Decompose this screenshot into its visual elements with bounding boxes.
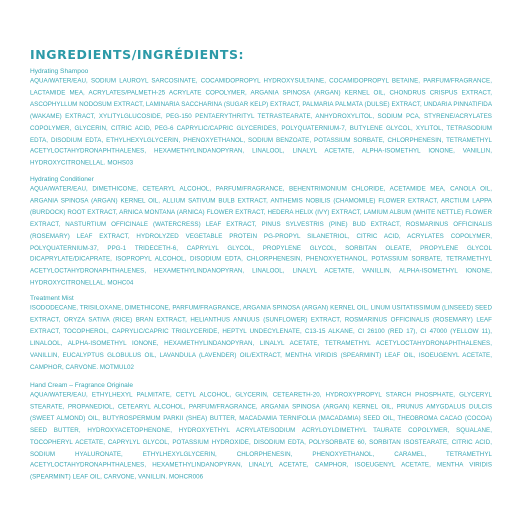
section-hydrating-shampoo [30, 67, 492, 168]
section-hand-cream [30, 381, 492, 481]
section-hydrating-conditioner [30, 175, 492, 288]
section-title: Treatment Mist [30, 295, 74, 303]
section-title: Hydrating Shampoo [30, 68, 89, 75]
ingredient-list: AQUA/WATER/EAU, DIMETHICONE, CETEARYL ALCOHOL, PARFUM/FRAGRANCE, BEHENTRIMONIUM CHLORIDE, ACETAMIDE MEA, CANOLA OIL, ARGANIA SPINOSA (ARGAN) KERNEL OIL, ALLIUM SATIVUM BULB EXTRACT, ANTHEMIS NOBILIS (CHAMOMILE) FLOWER EXTRACT, ARCTIUM LAPPA (BURDOCK) ROOT EXTRACT, ARNICA MONTANA (ARNICA) FLOWER EXTRACT, HEDERA HELIX (IVY) EXTRACT, LAMIUM ALBUM (WHITE NETTLE) FLOWER EXTRACT, NASTURTIUM OFFICINALE (WATERCRESS) LEAF EXTRACT, PINUS SYLVESTRIS (PINE) BUD EXTRACT, ROSMARINUS OFFICINALIS (ROSEMARY) LEAF EXTRACT, HYDROLYZED VEGETABLE PROTEIN PG-PROPYL SILANETRIOL, CITRIC ACID, ACRYLATES COPOLYMER, POLYQUATERNIUM-37, PPG-1 TRIDECETH-6, CAPRYLYL GLYCOL, PROPYLENE GLYCOL, SORBITAN OLEATE, PROPYLENE GLYCOL DICAPRYLATE/DICAPRATE, ISOPROPYL ALCOHOL, DISODIUM EDTA, CHLORPHENESIN, PHENOXYETHANOL, POTASSIUM SORBATE, TETRAMETHYL ACETYLOCTAHYDRONAPHTHALENES, HEXAMETHYLINDANOPYRAN, LINALOOL, LINALYL ACETATE, VANILLIN, ALPHA-ISOMETHYL IONONE, HYDROXYCITRONELLAL. MOHC04 [30, 185, 492, 288]
ingredient-list: AQUA/WATER/EAU, SODIUM LAUROYL SARCOSINATE, COCAMIDOPROPYL HYDROXYSULTAINE, COCAMIDOPROPYL BETAINE, PARFUM/FRAGRANCE, LACTAMIDE MEA, ACRYLATES/PALMETH-25 ACRYLATE COPOLYMER, ARGANIA SPINOSA (ARGAN) KERNEL OIL, CHONDRUS CRISPUS EXTRACT, ASCOPHYLLUM NODOSUM EXTRACT, LAMINARIA SACCHARINA (SUGAR KELP) EXTRACT, PALMARIA PALMATA (DULSE) EXTRACT, UNDARIA PINNATIFIDA (WAKAME) EXTRACT, XYLITYLGLUCOSIDE, PEG-150 PENTAERYTHRITYL TETRASTEARATE, ANHYDROXYLITOL, SODIUM PCA, STYRENE/ACRYLATES COPOLYMER, GLYCERIN, CITRIC ACID, PEG-6 CAPRYLIC/CAPRIC GLYCERIDES, POLYQUATERNIUM-7, BUTYLENE GLYCOL, XYLITOL, TETRASODIUM EDTA, DISODIUM EDTA, ETHYLHEXYLGLYCERIN, PHENOXYETHANOL, SODIUM BENZOATE, POTASSIUM SORBATE, CHLORPHENESIN, TETRAMETHYL ACETYLOCTAHYDRONAPHTHALENES, HEXAMETHYLINDANOPYRAN, LINALOOL, LINALYL ACETATE, ALPHA-ISOMETHYL IONONE, VANILLIN, HYDROXYCITRONELLAL. MOHS03 [30, 77, 492, 168]
section-title: Hand Cream – Fragrance Originale [30, 381, 133, 389]
ingredient-list: AQUA/WATER/EAU, ETHYLHEXYL PALMITATE, CETYL ALCOHOL, GLYCERIN, CETEARETH-20, HYDROXYPROPYL STARCH PHOSPHATE, GLYCERYL STEARATE, PROPANEDIOL, CETEARYL ALCOHOL, PARFUM/FRAGRANCE, ARGANIA SPINOSA (ARGAN) KERNEL OIL, PRUNUS AMYGDALUS DULCIS (SWEET ALMOND) OIL, BUTYROSPERMUM PARKII (SHEA) BUTTER, MACADAMIA TERNIFOLIA (MACADAMIA) SEED OIL, THEOBROMA CACAO (COCOA) SEED BUTTER, HYDROXYACETOPHENONE, HYDROXYETHYL ACRYLATE/SODIUM ACRYLOYLDIMETHYL TAURATE COPOLYMER, SQUALANE, TOCOPHERYL ACETATE, CAPRYLYL GLYCOL, POTASSIUM HYDROXIDE, DISODIUM EDTA, POLYSORBATE 60, SORBITAN ISOSTEARATE, CITRIC ACID, SODIUM HYALURONATE, ETHYLHEXYLGLYCERIN, CHLORPHENESIN, PHENOXYETHANOL, CARAMEL, TETRAMETHYL ACETYLOCTAHYDRONAPHTHALENES, HEXAMETHYLINDANOPYRAN, LINALYL ACETATE, CAMPHOR, ISOEUGENYL ACETATE, MENTHA VIRIDIS (SPEARMINT) LEAF OIL, CARVONE, VANILLIN. MOHCR006 [30, 390, 492, 481]
section-title: Hydrating Conditioner [30, 176, 94, 184]
ingredient-list: ISODODECANE, TRISILOXANE, DIMETHICONE, PARFUM/FRAGRANCE, ARGANIA SPINOSA (ARGAN) KERNEL OIL, LINUM USITATISSIMUM (LINSEED) SEED EXTRACT, ORYZA SATIVA (RICE) BRAN EXTRACT, HELIANTHUS ANNUUS (SUNFLOWER) EXTRACT, ROSMARINUS OFFICINALIS (ROSEMARY) LEAF EXTRACT, TOCOPHEROL, CAPRYLIC/CAPRIC TRIGLYCERIDE, HEPTYL UNDECYLENATE, C13-15 ALKANE, CI 26100 (RED 17), CI 47000 (YELLOW 11), LINALOOL, ALPHA-ISOMETHYL IONONE, HEXAMETHYLINDANOPYRAN, LINALYL ACETATE, TETRAMETHYL ACETYLOCTAHYDRONAPHTHALENES, VANILLIN, EUCALYPTUS GLOBULUS OIL, LAVANDULA (LAVENDER) OIL/EXTRACT, MENTHA VIRIDIS (SPEARMINT) LEAF OIL, ISOEUGENYL ACETATE, CAMPHOR, CARVONE. MOTMUL02 [30, 304, 492, 371]
section-treatment-mist [30, 294, 492, 371]
ingredients-heading: INGREDIENTS/INGRÉDIENTS: [30, 47, 245, 62]
